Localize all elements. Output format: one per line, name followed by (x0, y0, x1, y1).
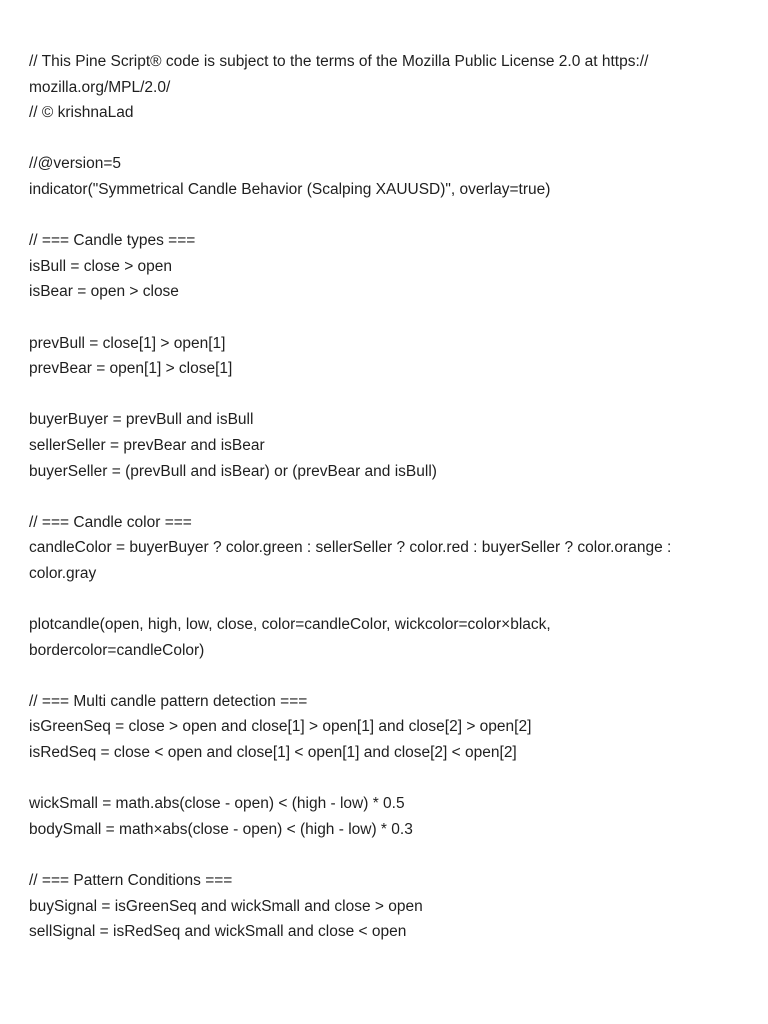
blank-line (29, 842, 729, 868)
note-line: wickSmall = math.abs(close - open) < (high - low) * 0.5 (29, 795, 405, 813)
note-line: prevBull = close[1] > open[1] (29, 334, 226, 352)
note-line: prevBear = open[1] > close[1] (29, 360, 233, 378)
note-line: indicator("Symmetrical Candle Behavior (Scalping XAUUSD)", overlay=true) (29, 180, 551, 198)
note-line: // === Multi candle pattern detection === (29, 692, 308, 710)
blank-line (29, 305, 729, 331)
note-line: // © krishnaLad (29, 104, 134, 122)
note-line: buyerSeller = (prevBull and isBear) or (prevBear and isBull) (29, 462, 437, 480)
blank-line (29, 382, 729, 408)
note-line: isGreenSeq = close > open and close[1] > open[1] and close[2] > open[2] (29, 718, 532, 736)
blank-line (29, 586, 729, 612)
note-line: // === Candle color === (29, 513, 192, 531)
note-line: buySignal = isGreenSeq and wickSmall and close > open (29, 897, 423, 915)
note-line: bordercolor=candleColor) (29, 641, 205, 659)
note-line: // === Pattern Conditions === (29, 872, 233, 889)
note-line: // This Pine Script® code is subject to the terms of the Mozilla Public License 2.0 at https:// (29, 53, 649, 70)
note-line: sellSignal = isRedSeq and wickSmall and close < open (29, 923, 407, 941)
note-line: // === Candle types === (29, 232, 196, 250)
note-line: plotcandle(open, high, low, close, color=candleColor, wickcolor=color×black, (29, 616, 551, 634)
note-line: bodySmall = math×abs(close - open) < (high - low) * 0.3 (29, 820, 413, 838)
blank-line (29, 766, 729, 792)
note-line: isRedSeq = close < open and close[1] < open[1] and close[2] < open[2] (29, 744, 517, 762)
note-line: buyerBuyer = prevBull and isBull (29, 411, 254, 429)
note-line: candleColor = buyerBuyer ? color.green : sellerSeller ? color.red : buyerSeller ? color.orange : (29, 539, 672, 557)
note-line: //@version=5 (29, 155, 121, 173)
blank-line (29, 484, 729, 510)
note-line: color.gray (29, 564, 97, 582)
note-line: mozilla.org/MPL/2.0/ (29, 78, 171, 96)
note-line: sellerSeller = prevBear and isBear (29, 436, 265, 454)
note-line: isBull = close > open (29, 257, 173, 275)
note-line: isBear = open > close (29, 283, 179, 301)
note-body[interactable] (29, 49, 729, 945)
blank-line (29, 203, 729, 229)
blank-line (29, 126, 729, 152)
blank-line (29, 663, 729, 689)
